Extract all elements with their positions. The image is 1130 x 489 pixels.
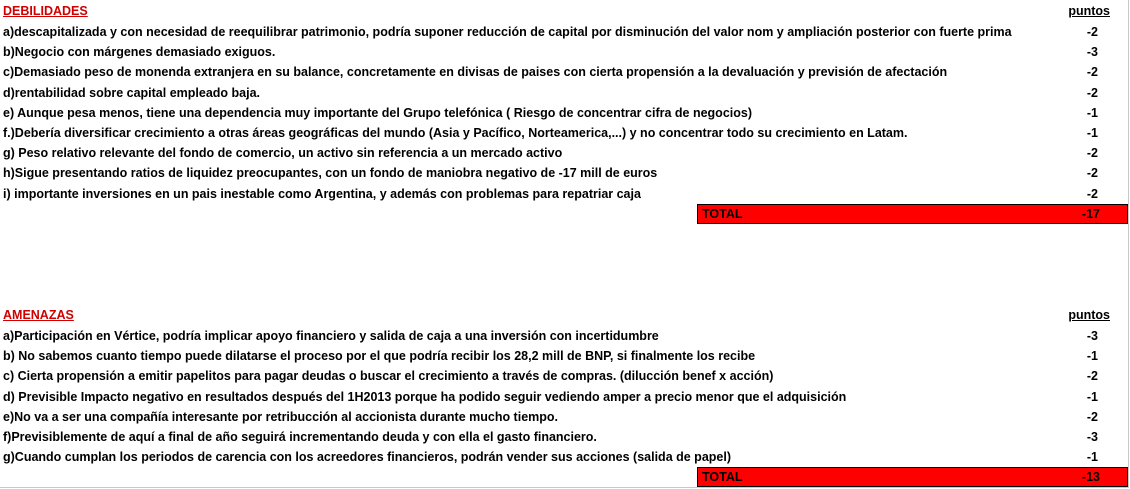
item-text: d)rentabilidad sobre capital empleado baja.	[3, 85, 261, 100]
item-text: g)Cuando cumplan los periodos de carencia con los acreedores financieros, podrán vender sus acciones (salida de papel)	[3, 450, 731, 465]
item-points: -1	[1086, 105, 1098, 120]
item-points: -1	[1086, 450, 1098, 465]
table-row	[0, 447, 1130, 467]
total-value: -13	[1081, 470, 1100, 485]
item-text: e)No va a ser una compañía interesante por retribucción al accionista durante mucho tiempo.	[3, 409, 559, 424]
table-row	[0, 22, 1130, 42]
item-points: -2	[1086, 85, 1098, 100]
table-row	[0, 387, 1130, 407]
amenazas-header-row	[0, 304, 1130, 326]
item-text: c) Cierta propensión a emitir papelitos para pagar deudas o buscar el crecimiento a través de compras. (dilucción benef x acción)	[3, 369, 774, 384]
total-value: -17	[1081, 206, 1100, 221]
item-points: -1	[1086, 389, 1098, 404]
item-text: g) Peso relativo relevante del fondo de comercio, un activo sin referencia a un mercado activo	[3, 146, 563, 161]
debilidades-header-row	[0, 0, 1130, 22]
table-row	[0, 123, 1130, 143]
item-text: e) Aunque pesa menos, tiene una dependencia muy importante del Grupo telefónica ( Riesgo de concentrar cifra de negocios)	[3, 105, 752, 120]
item-points: -3	[1086, 329, 1098, 343]
item-points: -2	[1086, 409, 1098, 424]
table-row	[0, 163, 1130, 183]
table-row	[0, 326, 1130, 346]
table-row	[0, 346, 1130, 366]
item-points: -3	[1086, 429, 1098, 444]
table-row	[0, 427, 1130, 447]
table-row	[0, 83, 1130, 103]
amenazas-points-header: puntos	[1068, 308, 1110, 322]
item-points: -1	[1086, 125, 1098, 140]
table-row	[0, 184, 1130, 204]
table-row	[0, 62, 1130, 82]
debilidades-section	[0, 0, 1130, 221]
item-points: -3	[1086, 45, 1098, 60]
item-points: -2	[1086, 166, 1098, 181]
item-text: a)Participación en Vértice, podría implicar apoyo financiero y salida de caja a una inversión con incertidumbre	[3, 329, 659, 343]
item-text: f)Previsiblemente de aquí a final de año seguirá incrementando deuda y con ella el gasto financiero.	[3, 429, 597, 444]
amenazas-title: AMENAZAS	[3, 308, 74, 322]
table-row	[0, 103, 1130, 123]
item-text: a)descapitalizada y con necesidad de reequilibrar patrimonio, podría suponer reducción de capital por disminución del valor nom y ampliación posterior con fuerte prima	[3, 25, 1012, 39]
table-row	[0, 42, 1130, 62]
item-text: b) No sabemos cuanto tiempo puede dilatarse el proceso por el que podría recibir los 28,2 mill de BNP, si finalmente los recibe	[3, 349, 756, 364]
item-text: h)Sigue presentando ratios de liquidez preocupantes, con un fondo de maniobra negativo de -17 mill de euros	[3, 166, 658, 181]
amenazas-section	[0, 304, 1130, 485]
item-points: -2	[1086, 25, 1098, 39]
item-points: -1	[1086, 349, 1098, 364]
item-text: c)Demasiado peso de monenda extranjera en su balance, concretamente en divisas de paises con cierta propensión a la devaluación y previsión de afectación	[3, 65, 948, 80]
item-points: -2	[1086, 146, 1098, 161]
table-row	[0, 143, 1130, 163]
table-row	[0, 366, 1130, 386]
item-points: -2	[1086, 65, 1098, 80]
amenazas-total-box	[697, 467, 1128, 487]
item-text: d) Previsible Impacto negativo en resultados después del 1H2013 porque ha podido seguir vediendo amper a precio menor que el adquisición	[3, 389, 847, 404]
item-points: -2	[1086, 369, 1098, 384]
debilidades-title: DEBILIDADES	[3, 4, 88, 18]
item-points: -2	[1086, 186, 1098, 201]
debilidades-points-header: puntos	[1068, 4, 1110, 18]
total-label: TOTAL	[702, 470, 743, 485]
item-text: b)Negocio con márgenes demasiado exiguos.	[3, 45, 276, 60]
debilidades-total-box	[697, 204, 1128, 224]
item-text: i) importante inversiones en un pais inestable como Argentina, y además con problemas para repatriar caja	[3, 186, 641, 201]
total-label: TOTAL	[702, 206, 743, 221]
item-text: f.)Debería diversificar crecimiento a otras áreas geográficas del mundo (Asia y Pacífico, Norteamerica,...) y no concentrar todo su crecimiento en Latam.	[3, 125, 908, 140]
table-row	[0, 407, 1130, 427]
